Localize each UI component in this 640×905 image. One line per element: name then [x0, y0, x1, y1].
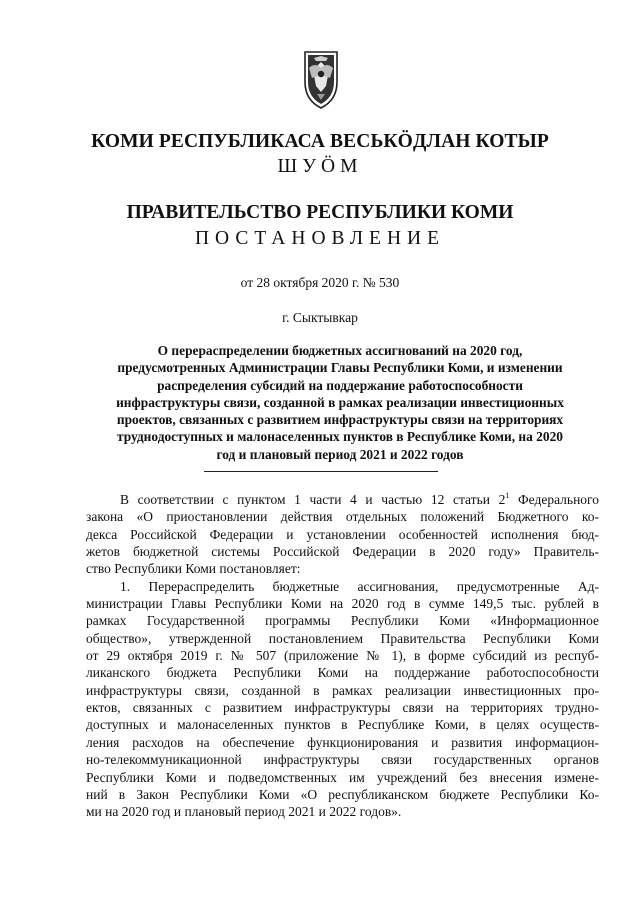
paragraph-line: 1. Перераспределить бюджетные ассигнования, предусмотренные Ад- [120, 578, 599, 594]
title-divider [204, 471, 438, 472]
paragraph-line: ство Республики Коми постановляет: [86, 561, 301, 577]
paragraph-line [86, 491, 599, 508]
title-line: год и плановый период 2021 и 2022 годов [216, 446, 464, 462]
title-line: О перераспределении бюджетных ассигнований на 2020 год, [157, 343, 523, 358]
document-body [86, 491, 599, 821]
title-line: предусмотренных Администрации Главы Республики Коми, и изменении [117, 360, 563, 376]
document-type-russian: ПОСТАНОВЛЕНИЕ [194, 228, 446, 249]
paragraph-line: ектов, связанных с развитием инфраструктуры связи на территориях трудно- [86, 700, 599, 716]
preamble-text-end: Федерального [509, 492, 599, 507]
document-city: г. Сыктывкар [282, 310, 358, 325]
title-line: инфраструктуры связи, созданной в рамках реализации инвестиционных [116, 394, 564, 410]
document-date-number: от 28 октября 2020 г. № 530 [240, 275, 400, 290]
coat-of-arms-icon [299, 48, 343, 110]
paragraph-line: но-телекоммуникационной инфраструктуры связи государственных органов [86, 752, 599, 768]
org-name-russian: ПРАВИТЕЛЬСТВО РЕСПУБЛИКИ КОМИ [126, 202, 514, 223]
paragraph-line: общество», утвержденной постановлением Правительства Республики Коми [86, 630, 599, 646]
paragraph-line: доступных и малонаселенных пунктов в Республике Коми, в целях осуществ- [86, 717, 599, 733]
clause-1-paragraph [86, 578, 599, 821]
paragraph-line: ний в Закон Республики Коми «О республиканском бюджете Республики Ко- [86, 786, 599, 802]
title-line: распределения субсидий на поддержание работоспособности [157, 377, 523, 393]
preamble-paragraph [86, 491, 599, 578]
title-line: труднодоступных и малонаселенных пунктов в Республике Коми, на 2020 [117, 429, 563, 445]
paragraph-line: декса Российской Федерации и установлении особенностей исполнения бюд- [86, 526, 599, 542]
paragraph-line: инфраструктуры связи, созданной в рамках реализации инвестиционных про- [86, 682, 599, 698]
paragraph-line: рамках Государственной программы Республики Коми «Информационное [86, 613, 599, 629]
document-title [100, 342, 580, 463]
paragraph-line: ликанского бюджета Республики Коми на поддержание работоспособности [86, 665, 599, 681]
paragraph-line: ми на 2020 год и плановый период 2021 и 2022 годов». [86, 804, 402, 820]
paragraph-line: жетов бюджетной системы Российской Федерации в 2020 году» Правитель- [86, 544, 599, 560]
paragraph-line: закона «О приостановлении действия отдельных положений Бюджетного ко- [86, 509, 599, 525]
article-superscript: 1 [505, 491, 510, 500]
paragraph-line: Республики Коми и подведомственных им учреждений без внесения измене- [86, 769, 599, 785]
paragraph-line: ления расходов на обеспечение функционирования и развития информацион- [86, 734, 599, 750]
paragraph-line: от 29 октября 2019 г. № 507 (приложение № 1), в форме субсидий из респуб- [86, 648, 599, 664]
preamble-text-start: В соответствии с пунктом 1 части 4 и частью 12 статьи 2 [120, 492, 506, 507]
org-name-komi: КОМИ РЕСПУБЛИКАСА ВЕСЬКӦДЛАН КОТЫР [91, 131, 549, 152]
document-type-komi: ШУÖМ [277, 156, 363, 177]
paragraph-line: министрации Главы Республики Коми на 2020 год в сумме 149,5 тыс. рублей в [86, 596, 599, 612]
title-line: проектов, связанных с развитием инфраструктуры связи на территориях [116, 412, 564, 428]
